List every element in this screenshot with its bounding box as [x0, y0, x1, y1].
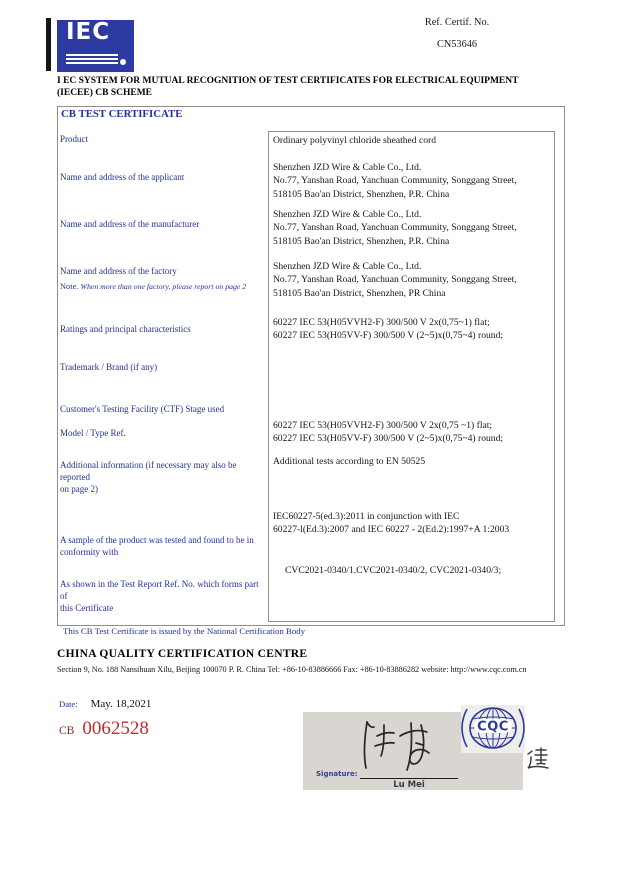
- applicant-value-line2: No.77, Yanshan Road, Yanchuan Community, Songgang Street,: [273, 175, 517, 187]
- factory-note-text: When more than one factory, please report on page 2: [80, 282, 247, 291]
- ctf-label: Customer's Testing Facility (CTF) Stage used: [60, 404, 225, 414]
- conformity-label-line1: A sample of the product was tested and found to be in: [60, 535, 254, 545]
- applicant-value-line3: 518105 Bao'an District, Shenzhen, P.R. China: [273, 188, 450, 200]
- signature-line: [360, 778, 458, 779]
- conformity-value: [273, 510, 551, 537]
- test-report-label: [60, 579, 266, 614]
- ratings-value: [273, 316, 551, 343]
- factory-value-line1: Shenzhen JZD Wire & Cable Co., Ltd.: [273, 261, 422, 272]
- iec-logo-box: [57, 20, 134, 72]
- certificate-title: CB TEST CERTIFICATE: [61, 108, 183, 120]
- model-value-line1: 60227 IEC 53(H05VVH2-F) 300/500 V 2x(0,75 ~1) flat;: [273, 420, 493, 431]
- trademark-label: Trademark / Brand (if any): [60, 362, 158, 372]
- product-value: Ordinary polyvinyl chloride sheathed cord: [273, 135, 437, 146]
- signature-label: Signature:: [316, 770, 358, 778]
- test-report-value: CVC2021-0340/1.CVC2021-0340/2, CVC2021-0340/3;: [285, 565, 502, 576]
- scheme-heading: [57, 76, 571, 100]
- handwritten-signature: [353, 714, 463, 776]
- iec-logo-line: [66, 54, 118, 56]
- ncb-address: Section 9, No. 188 Nansihuan Xilu, Beijing 100070 P. R. China Tel: +86-10-83886666 Fax: +86-10-83886282 website: http://www.cqc.com.cn: [57, 665, 527, 674]
- ratings-label: Ratings and principal characteristics: [60, 324, 191, 334]
- ref-certif-block: [398, 17, 516, 51]
- manufacturer-value-line1: Shenzhen JZD Wire & Cable Co., Ltd.: [273, 209, 422, 220]
- conformity-value-line1: IEC60227-5(ed.3):2011 in conjunction with IEC: [273, 511, 460, 522]
- signatory-name: Lu Mei: [393, 780, 425, 790]
- additional-info-label-line2: on page 2): [60, 483, 98, 494]
- factory-note: [60, 282, 272, 291]
- iec-logo-line: [66, 62, 118, 64]
- iec-logo-line: [66, 58, 118, 60]
- conformity-label-line2: conformity with: [60, 546, 119, 557]
- cqc-logo-text: CQC: [477, 719, 509, 735]
- ref-certif-number: CN53646: [436, 39, 478, 50]
- factory-label: Name and address of the factory: [60, 266, 177, 276]
- factory-value-line2: No.77, Yanshan Road, Yanchuan Community, Songgang Street,: [273, 274, 517, 286]
- ref-certif-label: Ref. Certif. No.: [424, 17, 490, 28]
- conformity-value-line2: 60227-l(Ed.3):2007 and IEC 60227 - 2(Ed.2):1997+A 1:2003: [273, 524, 510, 536]
- cb-prefix: CB: [59, 725, 75, 737]
- applicant-value: [273, 161, 551, 201]
- model-value-line2: 60227 IEC 53(H05VV-F) 300/500 V (2~5)x(0,75~4) round;: [273, 433, 504, 445]
- applicant-label: Name and address of the applicant: [60, 172, 185, 182]
- manufacturer-value: [273, 208, 551, 248]
- ratings-value-line2: 60227 IEC 53(H05VV-F) 300/500 V (2~5)x(0,75~4) round;: [273, 330, 504, 342]
- factory-value-line3: 518105 Bao'an District, Shenzhen, PR China: [273, 287, 446, 299]
- factory-value: [273, 260, 551, 300]
- iec-logo-dot: [120, 59, 126, 65]
- ratings-value-line1: 60227 IEC 53(H05VVH2-F) 300/500 V 2x(0,75~1) flat;: [273, 317, 490, 328]
- additional-info-value: Additional tests according to EN 50525: [273, 456, 426, 467]
- model-label: Model / Type Ref.: [60, 428, 126, 438]
- additional-info-label: [60, 460, 266, 495]
- iec-logo-text: IEC: [66, 19, 111, 45]
- stamp-character: [526, 747, 550, 771]
- conformity-label: [60, 535, 266, 559]
- factory-note-prefix: Note.: [60, 282, 79, 291]
- iec-logo-bar: [46, 18, 51, 71]
- date-label: Date:: [59, 699, 78, 709]
- cb-number: 0062528: [82, 718, 149, 739]
- manufacturer-value-line3: 518105 Bao'an District, Shenzhen, P.R. China: [273, 235, 450, 247]
- manufacturer-value-line2: No.77, Yanshan Road, Yanchuan Community, Songgang Street,: [273, 222, 517, 234]
- iec-logo: [46, 16, 140, 74]
- cb-certificate-number: [59, 718, 149, 740]
- test-report-label-line2: this Certificate: [60, 602, 114, 613]
- manufacturer-label: Name and address of the manufacturer: [60, 219, 200, 229]
- cqc-logo: [459, 704, 527, 756]
- test-report-label-line1: As shown in the Test Report Ref. No. which forms part of: [60, 579, 259, 601]
- issued-by-text: This CB Test Certificate is issued by the National Certification Body: [63, 626, 306, 636]
- product-label: Product: [60, 134, 88, 144]
- date-value: May. 18,2021: [90, 698, 152, 710]
- date-row: [59, 694, 151, 712]
- applicant-value-line1: Shenzhen JZD Wire & Cable Co., Ltd.: [273, 162, 422, 173]
- scheme-heading-line2: (IECEE) CB SCHEME: [57, 87, 153, 98]
- additional-info-label-line1: Additional information (if necessary may also be reported: [60, 460, 237, 482]
- model-value: [273, 419, 551, 446]
- scheme-heading-line1: I EC SYSTEM FOR MUTUAL RECOGNITION OF TEST CERTIFICATES FOR ELECTRICAL EQUIPMENT: [57, 76, 519, 86]
- ncb-name: CHINA QUALITY CERTIFICATION CENTRE: [57, 648, 308, 660]
- certificate-value-box: [268, 131, 555, 622]
